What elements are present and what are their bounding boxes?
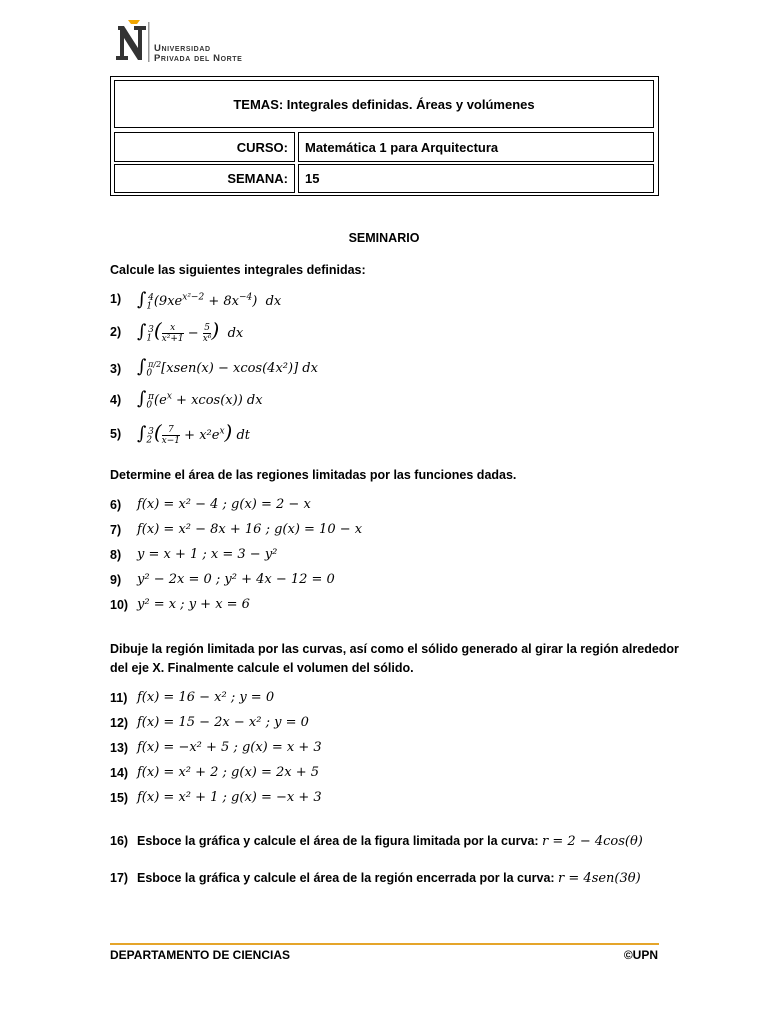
item-number: 17) <box>110 871 129 885</box>
polar-equation: r = 2 − 4cos(θ) <box>542 834 643 849</box>
function-pair: y² − 2x = 0 ; y² + 4x − 12 = 0 <box>137 572 335 587</box>
part1-instruction: Calcule las siguientes integrales definidas: <box>110 263 366 277</box>
course-value: Matemática 1 para Arquitectura <box>298 132 654 162</box>
function-pair: f(x) = x² − 8x + 16 ; g(x) = 10 − x <box>137 522 363 537</box>
week-label: SEMANA: <box>114 164 295 193</box>
function-pair: y² = x ; y + x = 6 <box>137 597 250 612</box>
item-number: 6) <box>110 498 122 512</box>
item-number: 3) <box>110 362 122 376</box>
function-pair: f(x) = 16 − x² ; y = 0 <box>137 690 275 705</box>
footer-department: DEPARTAMENTO DE CIENCIAS <box>110 948 291 962</box>
item-number: 14) <box>110 766 129 780</box>
item-number: 1) <box>110 292 122 306</box>
item-number: 8) <box>110 548 122 562</box>
function-pair: f(x) = x² + 2 ; g(x) = 2x + 5 <box>137 765 320 780</box>
footer-divider <box>110 943 659 945</box>
integral-expression: $\int_2^3$( $\frac{7}{x-1}$ + $x^2e^x$) dt <box>137 420 251 446</box>
polar-curve-question <box>137 834 643 849</box>
footer-copyright: ©UPN <box>623 948 658 962</box>
part2-instruction: Determine el área de las regiones limitadas por las funciones dadas. <box>110 468 517 482</box>
polar-equation: r = 4sen(3θ) <box>558 871 641 886</box>
item-number: 5) <box>110 427 122 441</box>
section-title: SEMINARIO <box>348 231 420 245</box>
item-number: 7) <box>110 523 122 537</box>
polar-curve-question <box>137 871 641 886</box>
function-pair: f(x) = x² + 1 ; g(x) = −x + 3 <box>137 790 322 805</box>
integral-expression: $\int_0^\pi(e^x + xcos(x))$ dx <box>137 388 263 411</box>
integral-expression: $\int_1^4(9xe^{x^2-2} + 8x^{-4})$ dx <box>137 289 282 312</box>
item-number: 15) <box>110 791 129 805</box>
item-number: 13) <box>110 741 129 755</box>
week-value: 15 <box>298 164 654 193</box>
item-number: 2) <box>110 325 122 339</box>
topic-title: TEMAS: Integrales definidas. Áreas y volúmenes <box>114 80 654 128</box>
question-text: Esboce la gráfica y calcule el área de la región encerrada por la curva: <box>137 871 555 885</box>
item-number: 12) <box>110 716 129 730</box>
integral-expression: $\int_1^3$( $\frac{x}{\text{x²+1}}$ − $\frac{5}{\text{x⁶}}$ ) dx <box>137 318 244 344</box>
integral-expression: $\int_0^{\pi/2}[xsen(x) - xcos(4x^2)]$ dx <box>137 356 318 379</box>
course-label: CURSO: <box>114 132 295 162</box>
item-number: 10) <box>110 598 129 612</box>
item-number: 16) <box>110 834 129 848</box>
part3-instruction-line1: Dibuje la región limitada por las curvas, así como el sólido generado al girar la región alrededor <box>110 642 679 656</box>
function-pair: f(x) = 15 − 2x − x² ; y = 0 <box>137 715 309 730</box>
item-number: 9) <box>110 573 122 587</box>
function-pair: y = x + 1 ; x = 3 − y² <box>137 547 278 562</box>
header-table <box>110 76 659 196</box>
part3-instruction-line2: del eje X. Finalmente calcule el volumen del sólido. <box>110 661 414 675</box>
item-number: 4) <box>110 393 122 407</box>
function-pair: f(x) = −x² + 5 ; g(x) = x + 3 <box>137 740 322 755</box>
item-number: 11) <box>110 691 128 705</box>
question-text: Esboce la gráfica y calcule el área de la figura limitada por la curva: <box>137 834 539 848</box>
function-pair: f(x) = x² − 4 ; g(x) = 2 − x <box>137 497 311 512</box>
logo-wordmark: Universidad Privada del Norte <box>154 43 243 64</box>
